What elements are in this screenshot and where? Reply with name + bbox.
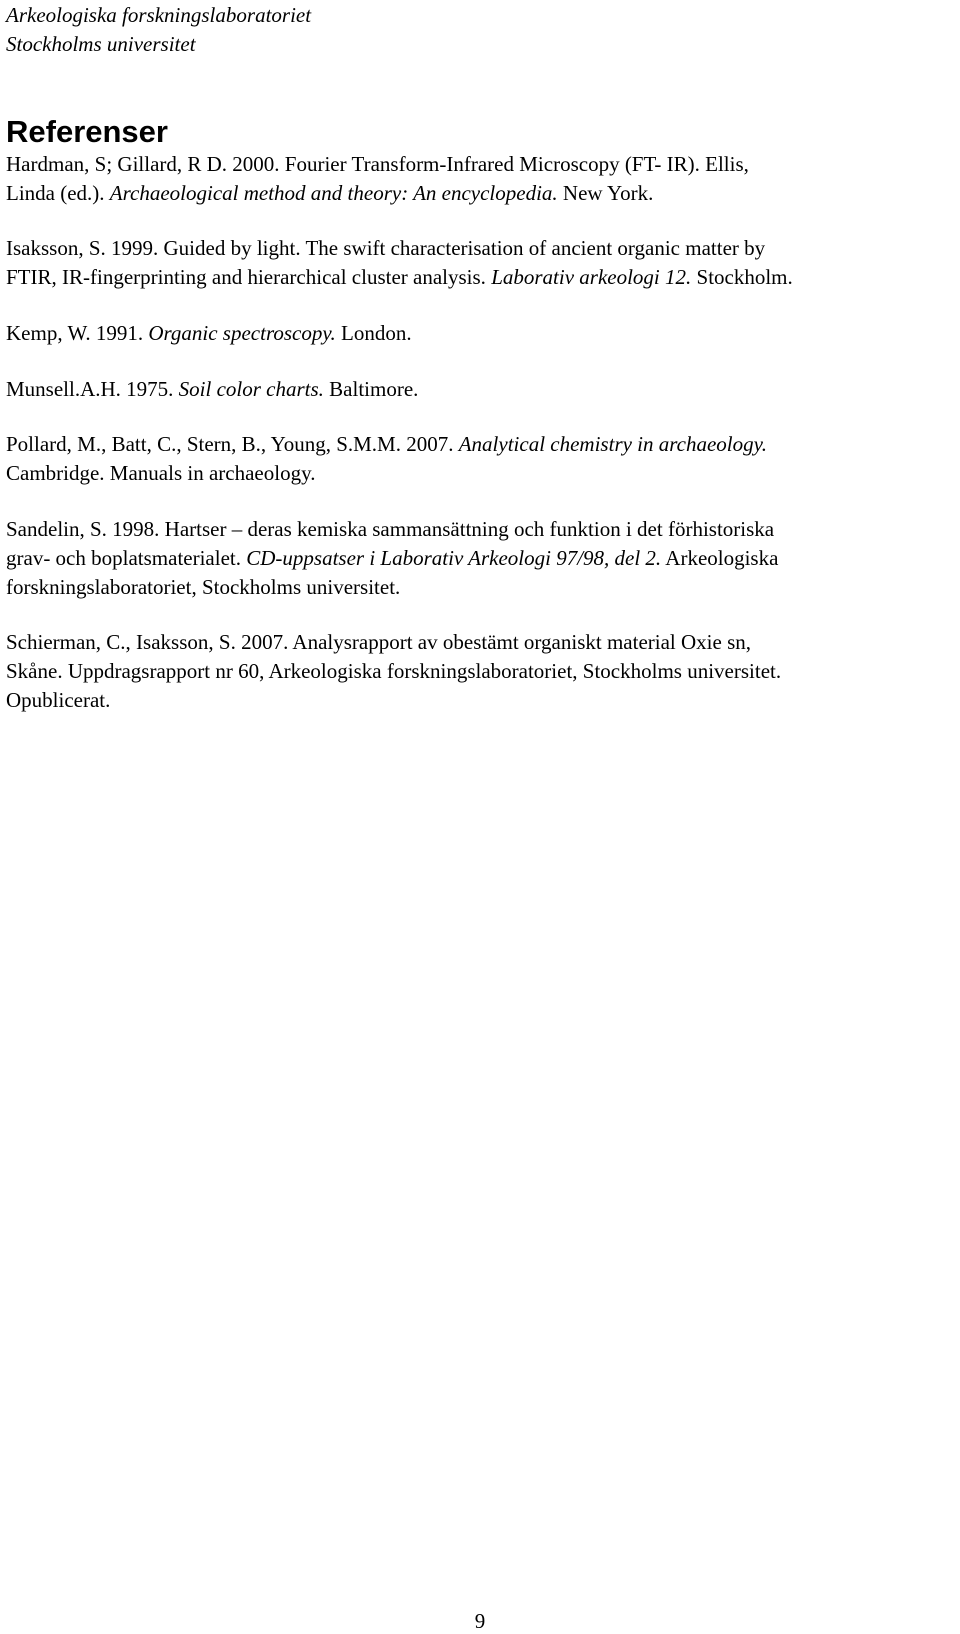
reference-text: Opublicerat. [6, 688, 111, 712]
reference-text: FTIR, IR-fingerprinting and hierarchical cluster analysis. [6, 265, 492, 289]
reference-title-italic: Organic spectroscopy. [148, 321, 336, 345]
reference-entry [6, 150, 956, 208]
reference-entry [6, 319, 956, 348]
reference-title-italic: Analytical chemistry in archaeology. [458, 432, 768, 456]
section-title: Referenser [6, 114, 168, 149]
reference-entry [6, 375, 956, 404]
reference-text: Baltimore. [323, 377, 419, 401]
reference-entry [6, 628, 956, 715]
reference-text: forskningslaboratoriet, Stockholms universitet. [6, 575, 401, 599]
reference-text: Sandelin, S. 1998. Hartser – deras kemiska sammansättning och funktion i det förhistoriska [6, 517, 775, 541]
reference-entry [6, 515, 956, 602]
reference-title-italic: Soil color charts. [178, 377, 324, 401]
page-number: 9 [474, 1609, 486, 1633]
reference-text: Isaksson, S. 1999. Guided by light. The swift characterisation of ancient organic matter by [6, 236, 766, 260]
reference-text: Linda (ed.). [6, 181, 110, 205]
reference-entry [6, 234, 956, 292]
reference-text: Skåne. Uppdragsrapport nr 60, Arkeologiska forskningslaboratoriet, Stockholms universitet. [6, 659, 782, 683]
reference-text: Cambridge. Manuals in archaeology. [6, 461, 316, 485]
reference-text: New York. [557, 181, 654, 205]
reference-title-italic: Archaeological method and theory: An encyclopedia. [109, 181, 558, 205]
reference-title-italic: Laborativ arkeologi 12. [491, 265, 692, 289]
reference-text: London. [335, 321, 412, 345]
reference-text: Stockholm. [691, 265, 793, 289]
header-university: Stockholms universitet [6, 32, 196, 56]
reference-text: Munsell.A.H. 1975. [6, 377, 179, 401]
document-header [6, 1, 311, 59]
reference-text: Kemp, W. 1991. [6, 321, 149, 345]
reference-text: Hardman, S; Gillard, R D. 2000. Fourier Transform-Infrared Microscopy (FT- IR). Ellis, [6, 152, 749, 176]
reference-title-italic: CD-uppsatser i Laborativ Arkeologi 97/98, del 2. [246, 546, 662, 570]
reference-entry [6, 430, 956, 488]
reference-text: Arkeologiska [661, 546, 779, 570]
header-institution: Arkeologiska forskningslaboratoriet [6, 3, 312, 27]
reference-text: grav- och boplatsmaterialet. [6, 546, 247, 570]
reference-text: Pollard, M., Batt, C., Stern, B., Young, S.M.M. 2007. [6, 432, 459, 456]
reference-text: Schierman, C., Isaksson, S. 2007. Analysrapport av obestämt organiskt material Oxie sn, [6, 630, 751, 654]
